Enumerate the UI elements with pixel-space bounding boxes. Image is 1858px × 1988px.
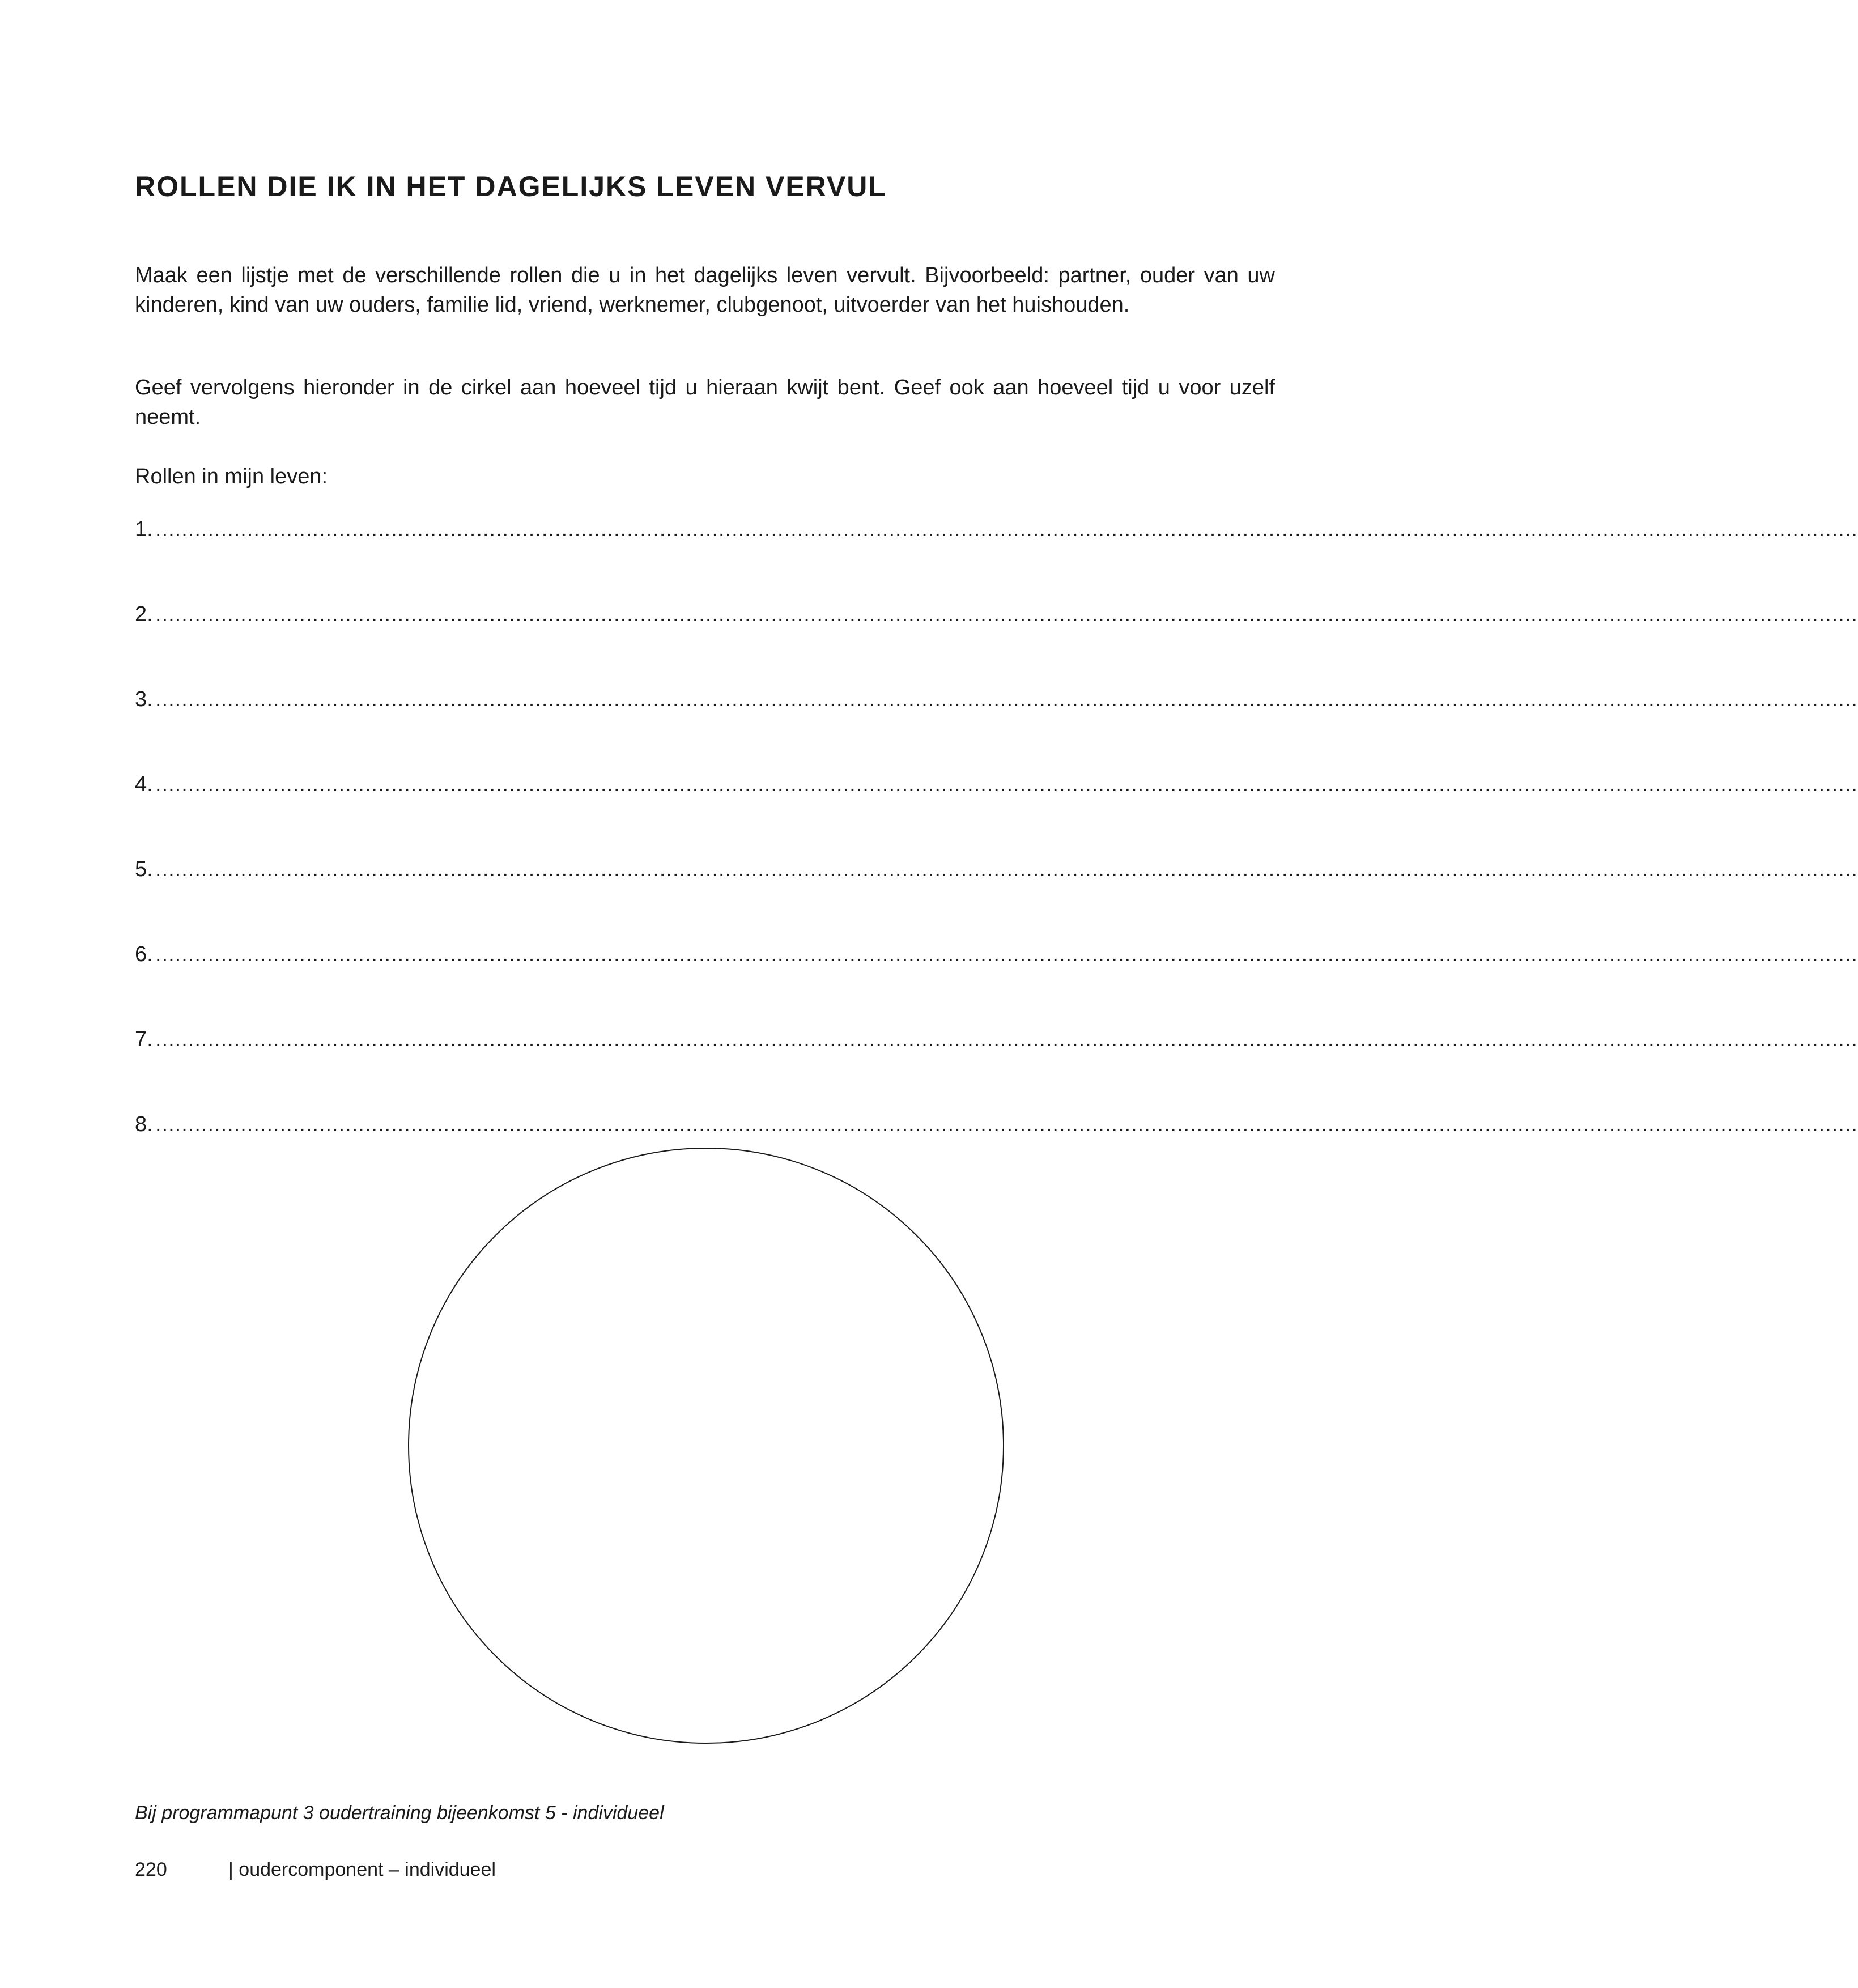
role-line-3[interactable]	[135, 686, 1858, 713]
fill-in-dots: ....................................................................................................................................................................................................................................................................	[155, 1112, 1858, 1136]
role-number: 4.	[135, 772, 153, 796]
page-footer	[135, 1859, 496, 1881]
fill-in-dots: ....................................................................................................................................................................................................................................................................	[155, 942, 1858, 966]
footer-section: | oudercomponent – individueel	[228, 1859, 496, 1880]
list-label: Rollen in mijn leven:	[135, 465, 328, 488]
page-number: 220	[135, 1859, 167, 1880]
role-number: 1.	[135, 517, 153, 541]
intro-paragraph: Maak een lijstje met de verschillende rollen die u in het dagelijks leven vervult. Bijvoorbeeld: partner, ouder van uw kinderen, kind van uw ouders, familie lid, vriend, werknemer, clubgenoot, uitvoerder van het huishouden.	[135, 264, 1275, 317]
role-line-1[interactable]	[135, 516, 1858, 543]
role-line-8[interactable]	[135, 1111, 1858, 1138]
role-line-6[interactable]	[135, 941, 1858, 968]
fill-in-dots: ....................................................................................................................................................................................................................................................................	[155, 602, 1858, 626]
role-line-5[interactable]	[135, 856, 1858, 883]
role-line-2[interactable]	[135, 601, 1858, 628]
fill-in-dots: ....................................................................................................................................................................................................................................................................	[155, 772, 1858, 796]
role-number: 5.	[135, 857, 153, 881]
fill-in-dots: ....................................................................................................................................................................................................................................................................	[155, 1027, 1858, 1051]
caption: Bij programmapunt 3 oudertraining bijeenkomst 5 - individueel	[135, 1802, 664, 1824]
role-line-4[interactable]	[135, 771, 1858, 798]
role-number: 7.	[135, 1027, 153, 1051]
role-number: 6.	[135, 942, 153, 966]
page-title: ROLLEN DIE IK IN HET DAGELIJKS LEVEN VERVUL	[135, 171, 887, 202]
fill-in-dots: ....................................................................................................................................................................................................................................................................	[155, 687, 1858, 711]
fill-in-dots: ....................................................................................................................................................................................................................................................................	[155, 517, 1858, 541]
role-number: 3.	[135, 687, 153, 711]
role-number: 2.	[135, 602, 153, 626]
time-circle[interactable]	[408, 1148, 1004, 1744]
role-line-7[interactable]	[135, 1026, 1858, 1053]
instruction-paragraph: Geef vervolgens hieronder in de cirkel aan hoeveel tijd u hieraan kwijt bent. Geef ook aan hoeveel tijd u voor uzelf neemt.	[135, 376, 1275, 429]
role-number: 8.	[135, 1112, 153, 1136]
fill-in-dots: ....................................................................................................................................................................................................................................................................	[155, 857, 1858, 881]
